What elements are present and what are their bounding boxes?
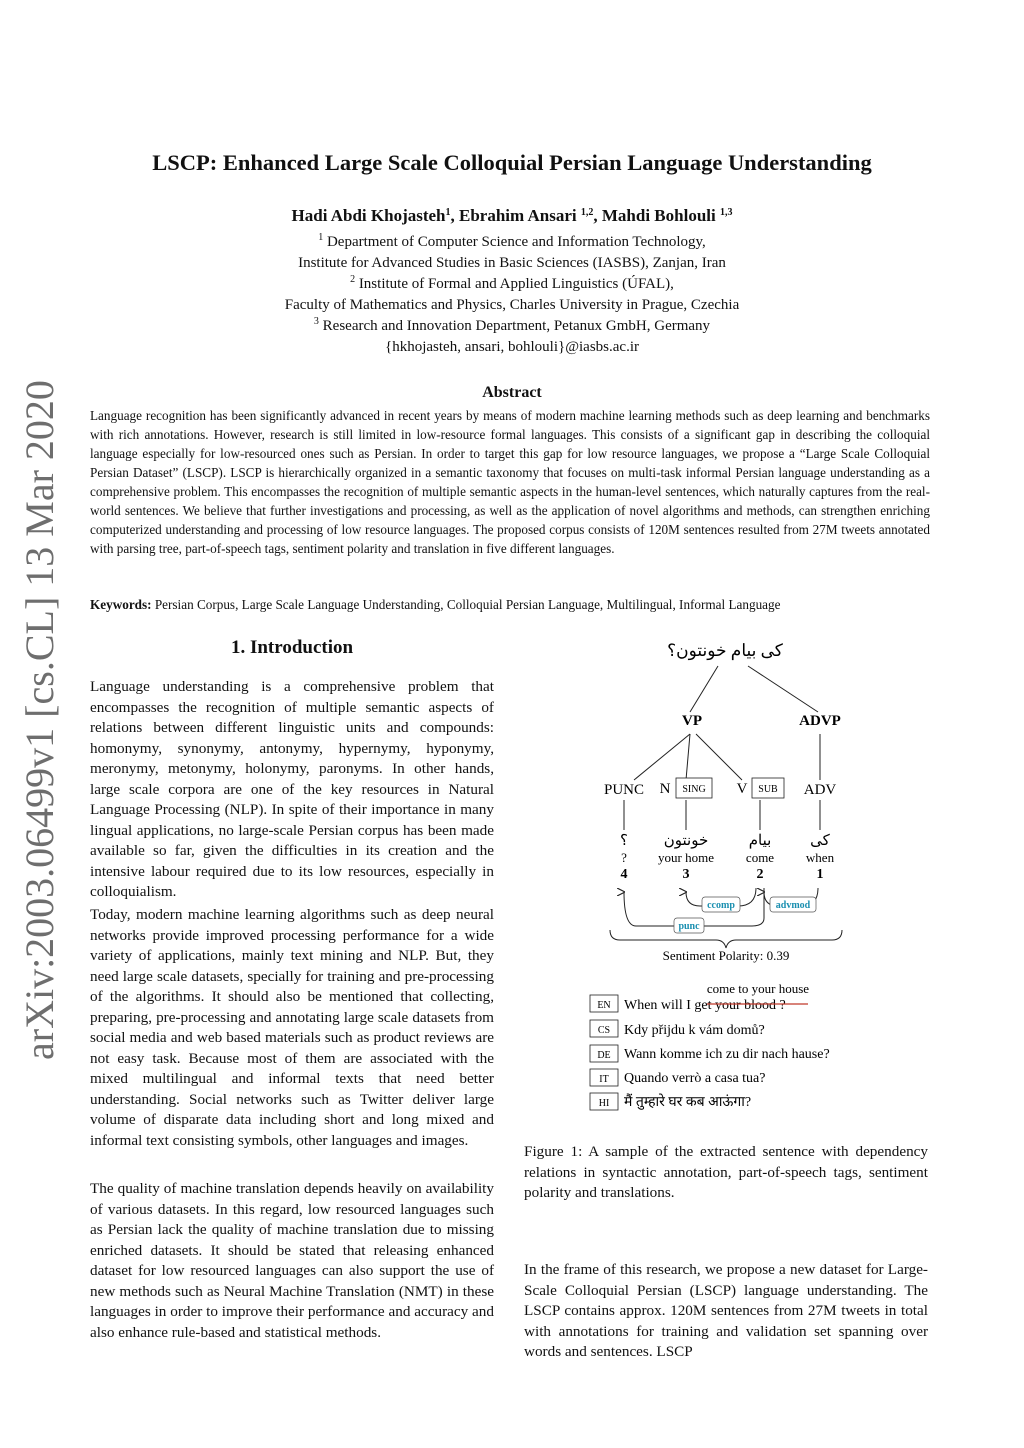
affiliation-mark: 1 <box>318 232 324 243</box>
affiliation-text: Department of Computer Science and Information Technology, <box>326 234 706 250</box>
author-name: Ebrahim Ansari <box>459 206 577 225</box>
affiliation-line <box>60 274 964 295</box>
author-name: Hadi Abdi Khojasteh <box>291 206 446 225</box>
token-index: 4 <box>620 867 628 882</box>
paper-title: LSCP: Enhanced Large Scale Colloquial Persian Language Understanding <box>152 150 872 175</box>
translation-row <box>590 1093 751 1110</box>
body-paragraph: In the frame of this research, we propose a new dataset for Large-Scale Colloquial Persian (LSCP) language understanding. The LSCP contains approx. 120M sentences from 27M tweets in total with annotations for training and validation set spanning over words and sentences. LSCP <box>524 1261 928 1360</box>
keywords-line <box>90 595 950 614</box>
sentiment-polarity: Sentiment Polarity: 0.39 <box>662 948 790 963</box>
abstract-body: Language recognition has been significantly advanced in recent years by means of modern machine learning methods such as deep learning and benchmarks with rich annotations. However, research is still limited in low-resource formal languages. This consists of a significant gap in describing the colloquial language especially for low-resourced ones such as Persian. In order to target this gap for low resource languages, we propose a “Large Scale Colloquial Persian Dataset” (LSCP). LSCP is hierarchically organized in a semantic taxonomy that focuses on multi-task informal Persian language understanding as a comprehensive problem. This encompasses the recognition of multiple semantic aspects in the human-level sentences, which naturally captures from the real-world sentences. We believe that further investigations and processing, as well as the application of novel algorithms and methods, can strengthen enriching computerized understanding and processing of low resource languages. The proposed corpus consists of 120M sentences resulted from 27M tweets annotated with parsing tree, part-of-speech tags, sentiment polarity and translation in five different languages. <box>90 408 930 556</box>
language-tag: CS <box>597 1025 611 1036</box>
struck-phrase: get your blood <box>694 998 777 1013</box>
author-name: Mahdi Bohlouli <box>601 206 716 225</box>
affiliation-text: Research and Innovation Department, Petanux GmbH, Germany <box>322 318 711 334</box>
language-tag: DE <box>597 1050 611 1061</box>
figure-caption: Figure 1: A sample of the extracted sentence with dependency relations in syntactic annotation, part-of-speech tags, sentiment polarity and translations. <box>524 1143 928 1201</box>
affiliation-text: {hkhojasteh, ansari, bohlouli}@iasbs.ac.ir <box>385 339 639 355</box>
translation-correction: come to your house <box>706 981 810 996</box>
author-affiliation-mark: 1 <box>445 207 451 218</box>
body-paragraph: Today, modern machine learning algorithms such as deep neural networks provide improved processing performance for a wide variety of applications, mainly text mining and NLP. But, they need large scale datasets, specially for training and pre-processing of the algorithms. It should also be mentioned that collecting, preparing, pre-processing and annotating large scale datasets from social media and web based materials such as product reviews are not easy task. Because most of them are associated with the mixed multilingual and informal texts that need better understanding. Social networks such as Twitter deliver large volume of disparate data including short and long mixed and informal text consisting symbols, other languages and images. <box>90 906 494 1149</box>
dependency-label: ccomp <box>707 900 735 911</box>
affiliation-text: Institute for Advanced Studies in Basic Sciences (IASBS), Zanjan, Iran <box>298 255 726 271</box>
token-index: 1 <box>816 867 824 882</box>
section-heading: 1. Introduction <box>230 637 354 658</box>
translation-text: Wann komme ich zu dir nach hause? <box>624 1047 830 1062</box>
author-affiliation-mark: 1,2 <box>580 207 594 218</box>
pos-feature: SUB <box>758 784 778 795</box>
translation-row <box>590 995 808 1013</box>
dependency-label: advmod <box>775 900 811 911</box>
affiliation-mark: 2 <box>350 274 356 285</box>
token-gloss: come <box>745 850 775 865</box>
author-list: Hadi Abdi Khojasteh$^1$, Ebrahim Ansari $^{1,2}$, Mahdi Bohlouli $^{1,3}$ <box>291 206 733 225</box>
body-paragraph: The quality of machine translation depends heavily on availability of various datasets. In this regard, low resourced languages such as Persian lack the quality of machine translation due to missing enriched datasets. It should be stated that releasing enhanced dataset for low resourced languages can also support the use of new methods such as Neural Machine Translation (NMT) in these languages in order to improve their performance and accuracy and also enhance rule-based and statistical methods. <box>90 1180 494 1341</box>
translation-text <box>624 998 786 1013</box>
abstract-heading: Abstract <box>482 384 542 401</box>
translation-text-segment: When will I <box>624 998 695 1013</box>
parse-tree-edges <box>624 666 820 830</box>
affiliation-line <box>60 232 964 253</box>
translation-text: Quando verrò a casa tua? <box>624 1071 766 1086</box>
translation-text: Kdy přijdu k vám domů? <box>624 1023 765 1038</box>
dependency-label: punc <box>678 921 700 932</box>
affiliation-text: Institute of Formal and Applied Linguistics (ÚFAL), <box>358 276 674 292</box>
affiliation-line <box>60 295 964 316</box>
token-persian: ؟ <box>620 833 628 849</box>
phrase-node: VP <box>682 713 702 729</box>
language-tag: IT <box>599 1074 609 1085</box>
author-emails <box>60 337 964 358</box>
translation-row <box>590 1020 765 1038</box>
figure-sentence: کی بیام خونتون؟ <box>667 641 783 660</box>
language-tag: EN <box>597 1000 611 1011</box>
affiliation-mark: 3 <box>313 316 319 327</box>
phrase-node: ADVP <box>799 713 841 729</box>
pos-tag: V <box>736 781 748 797</box>
token-gloss: ? <box>621 850 627 865</box>
pos-feature: SING <box>682 784 706 795</box>
body-paragraph: Language understanding is a comprehensive problem that encompasses the recognition of multiple semantic aspects of relations between different linguistic units and compounds: homonymy, synonymy, antonymy, hypernymy, hyponymy, meronymy, metonymy, holonymy, paronyms. In other hands, large scale corpora are one of the key resources in Natural Language Processing (NLP). In spite of their importance in many lingual applications, no large-scale Persian corpus has been made available so far, given the difficulties in its creation and the intensive labour required due to its low resources, especially in colloquialism. <box>90 678 494 900</box>
affiliation-text: Faculty of Mathematics and Physics, Charles University in Prague, Czechia <box>284 297 740 313</box>
token-persian: بیام <box>748 833 772 849</box>
figure-1 <box>520 630 940 1120</box>
sentence-brace <box>610 930 842 948</box>
token-gloss: when <box>805 850 835 865</box>
affiliation-line <box>60 253 964 274</box>
translation-text: मैं तुम्हारे घर कब आऊंगा? <box>624 1095 752 1110</box>
token-index: 2 <box>756 867 764 882</box>
keywords-list: Persian Corpus, Large Scale Language Understanding, Colloquial Persian Language, Multilingual, Informal Language <box>154 597 781 612</box>
affiliation-line <box>60 316 964 337</box>
token-persian: کی <box>810 833 830 849</box>
author-affiliation-mark: 1,3 <box>719 207 733 218</box>
translation-row <box>590 1045 830 1062</box>
pos-tag: N <box>659 781 671 797</box>
keywords-label: Keywords: <box>90 597 152 612</box>
translation-row <box>590 1069 765 1086</box>
token-persian: خونتون <box>663 833 709 849</box>
token-index: 3 <box>682 867 690 882</box>
token-gloss: your home <box>658 850 714 865</box>
pos-tag: ADV <box>803 782 837 798</box>
translation-text-segment: ? <box>776 998 786 1013</box>
pos-tag: PUNC <box>603 782 645 798</box>
language-tag: HI <box>598 1098 610 1109</box>
arxiv-identifier: arXiv:2003.06499v1 [cs.CL] 13 Mar 2020 <box>17 380 62 1060</box>
